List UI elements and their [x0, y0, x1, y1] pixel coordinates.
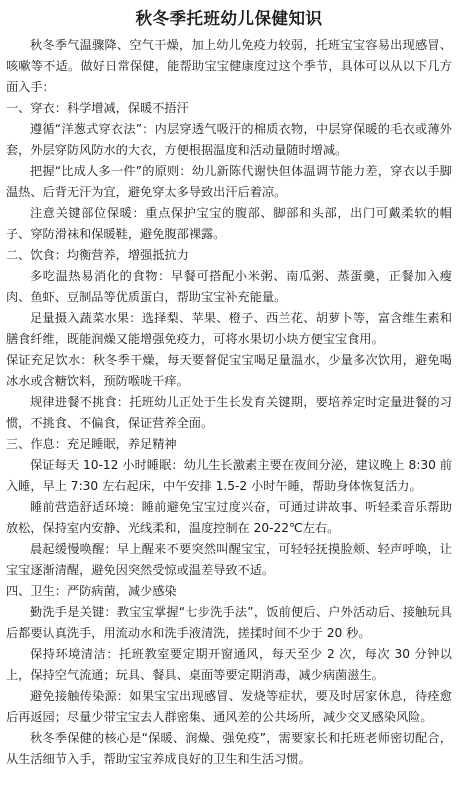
paragraph-one-more-layer: 把握“比成人多一件”的原则：幼儿新陈代谢快但体温调节能力差，穿衣以手脚温热、后背无汗为宜，避免穿太多导致出汗后着凉。 — [6, 164, 452, 199]
paragraph-handwashing: 勤洗手是关键：教宝宝掌握“七步洗手法”，饭前便后、户外活动后、接触玩具后都要认真洗手，用流动水和洗手液清洗，搓揉时间不少于 20 秒。 — [6, 605, 452, 640]
paragraph-sleep-hours: 保证每天 10-12 小时睡眠：幼儿生长激素主要在夜间分泌，建议晚上 8:30 前入睡，早上 7:30 左右起床，中午安排 1.5-2 小时午睡，帮助身体恢复活力。 — [6, 458, 452, 493]
paragraph-onion-dressing: 遵循“洋葱式穿衣法”：内层穿透气吸汗的棉质衣物，中层穿保暖的毛衣或薄外套，外层穿防风防水的大衣，方便根据温度和活动量随时增减。 — [6, 122, 452, 157]
document-title: 秋冬季托班幼儿保健知识 — [135, 9, 323, 28]
paragraph-clean-environment: 保持环境清洁：托班教室要定期开窗通风，每天至少 2 次，每次 30 分钟以上，保持空气流通；玩具、餐具、桌面等要定期消毒，减少病菌滋生。 — [6, 647, 452, 682]
conclusion-paragraph: 秋冬季保健的核心是“保暖、润燥、强免疫”，需要家长和托班老师密切配合，从生活细节入手，帮助宝宝养成良好的卫生和生活习惯。 — [6, 731, 452, 766]
paragraph-drinking-water: 保证充足饮水：秋冬季干燥，每天要督促宝宝喝足量温水，少量多次饮用，避免喝冰水或含糖饮料，预防喉咙干痒。 — [6, 353, 452, 388]
paragraph-vegetables-fruit: 足量摄入蔬菜水果：选择梨、苹果、橙子、西兰花、胡萝卜等，富含维生素和膳食纤维，既能润燥又能增强免疫力，可将水果切小块方便宝宝食用。 — [6, 311, 452, 346]
section-heading-clothing: 一、穿衣：科学增减，保暖不捂汗 — [6, 101, 189, 115]
paragraph-warm-food: 多吃温热易消化的食物：早餐可搭配小米粥、南瓜粥、蒸蛋羹，正餐加入瘦肉、鱼虾、豆制品等优质蛋白，帮助宝宝补充能量。 — [6, 269, 452, 304]
section-heading-hygiene: 四、卫生：严防病菌，减少感染 — [6, 584, 177, 598]
paragraph-regular-meals: 规律进餐不挑食：托班幼儿正处于生长发育关键期，要培养定时定量进餐的习惯，不挑食、不偏食，保证营养全面。 — [6, 395, 452, 430]
section-heading-diet: 二、饮食：均衡营养，增强抵抗力 — [6, 248, 189, 262]
paragraph-avoid-infection: 避免接触传染源：如果宝宝出现感冒、发烧等症状，要及时居家休息，待痊愈后再返园；尽量少带宝宝去人群密集、通风差的公共场所，减少交叉感染风险。 — [6, 689, 452, 724]
intro-paragraph: 秋冬季气温骤降、空气干燥，加上幼儿免疫力较弱，托班宝宝容易出现感冒、咳嗽等不适。做好日常保健，能帮助宝宝健康度过这个季节，具体可以从以下几方面入手： — [6, 38, 452, 94]
paragraph-morning-wakeup: 晨起缓慢唤醒：早上醒来不要突然叫醒宝宝，可轻轻抚摸脸颊、轻声呼唤，让宝宝逐渐清醒，避免因突然受惊或温差导致不适。 — [6, 542, 452, 577]
section-heading-sleep: 三、作息：充足睡眠，养足精神 — [6, 437, 177, 451]
paragraph-bedtime-environment: 睡前营造舒适环境：睡前避免宝宝过度兴奋，可通过讲故事、听轻柔音乐帮助放松，保持室内安静、光线柔和，温度控制在 20-22℃左右。 — [6, 500, 452, 535]
paragraph-key-body-parts: 注意关键部位保暖：重点保护宝宝的腹部、脚部和头部，出门可戴柔软的帽子、穿防滑袜和保暖鞋，避免腹部裸露。 — [6, 206, 452, 241]
